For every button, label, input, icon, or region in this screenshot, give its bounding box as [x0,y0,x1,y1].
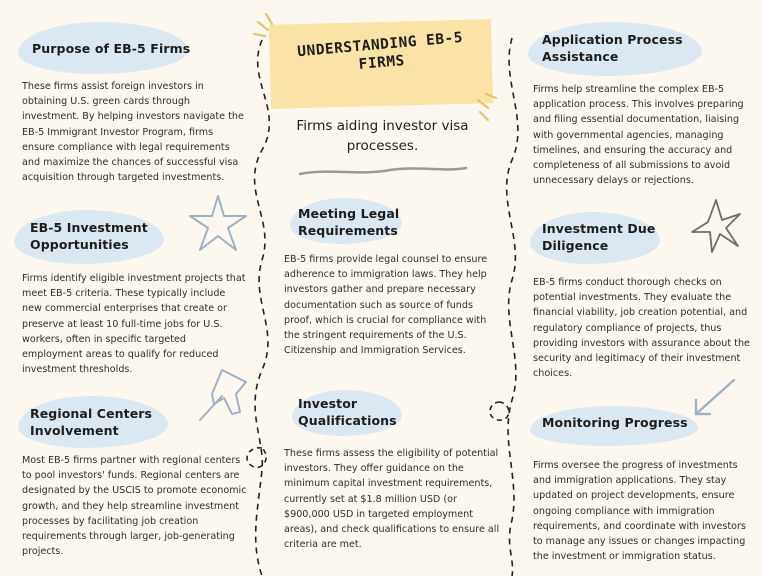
page-title: UNDERSTANDING EB-5 FIRMS [296,29,464,73]
star-doodle-icon [190,196,246,250]
section-body-monitoring: Firms oversee the progress of investments and immigration applications. They stay updated on project developments, ensure ongoing compliance with immigration requirements, and coordinate with investors to manage any issues or changes impacting the investment or immigration status. [533,460,746,563]
section-body-purpose: These firms assist foreign investors in obtaining U.S. green cards through investment. By helping investors navigate the EB-5 Immigrant Investor Program, firms ensure compliance with legal requirements and maximize the chances of successful visa acquisition through targeted investments. [22,81,244,184]
dashed-path-icon [255,40,270,576]
section-body-application: Firms help streamline the complex EB-5 application process. This involves preparing and filing essential documentation, liaising with governmental agencies, managing timelines, and ensuring the accuracy and completeness of all submissions to avoid unnecessary delays or rejections. [533,84,744,187]
section-heading-monitoring: Monitoring Progress [542,415,688,430]
underline-squiggle-icon [300,168,466,174]
arrow-doodle-icon [696,380,734,414]
page-subtitle: Firms aiding investor visa processes. [296,118,469,154]
section-heading-legal: Meeting Legal Requirements [298,206,400,238]
section-heading-qualifications: Investor Qualifications [298,396,397,428]
section-heading-purpose: Purpose of EB-5 Firms [32,41,191,56]
section-body-opportunities: Firms identify eligible investment projects that meet EB-5 criteria. These typically include new commercial enterprises that create or preserve at least 10 full-time jobs for U.S. workers, often in specific targeted employment areas to qualify for reduced investment thresholds. [22,273,246,376]
section-body-qualifications: These firms assess the eligibility of potential investors. They offer guidance on the minimum capital investment requirements, currently set at $1.8 million USD (or $900,000 USD in targeted employment areas), and check qualifications to ensure all criteria are met. [284,448,500,551]
section-body-diligence: EB-5 firms conduct thorough checks on potential investments. They evaluate the financial viability, job creation potential, and regulatory compliance of projects, thus providing investors with assurance about the security and legitimacy of their investment choices. [533,277,750,380]
section-heading-application: Application Process Assistance [542,32,683,64]
section-heading-opportunities: EB-5 Investment Opportunities [30,220,148,252]
section-body-legal: EB-5 firms provide legal counsel to ensure adherence to immigration laws. They help investors gather and prepare necessary documentation such as source of funds proof, which is crucial for compliance with the stringent requirements of the U.S. Citizenship and Immigration Services. [284,254,488,357]
section-body-regional: Most EB-5 firms partner with regional centers to pool investors' funds. Regional centers are designated by the USCIS to promote economic growth, and they help streamline investment processes by facilitating job creation requirements through larger, job-generating projects. [22,455,247,558]
sun-rays-icon [254,14,496,120]
sparkle-doodle-icon [692,200,740,252]
section-heading-regional: Regional Centers Involvement [30,406,153,438]
section-heading-diligence: Investment Due Diligence [542,221,656,253]
pushpin-icon [200,370,246,420]
